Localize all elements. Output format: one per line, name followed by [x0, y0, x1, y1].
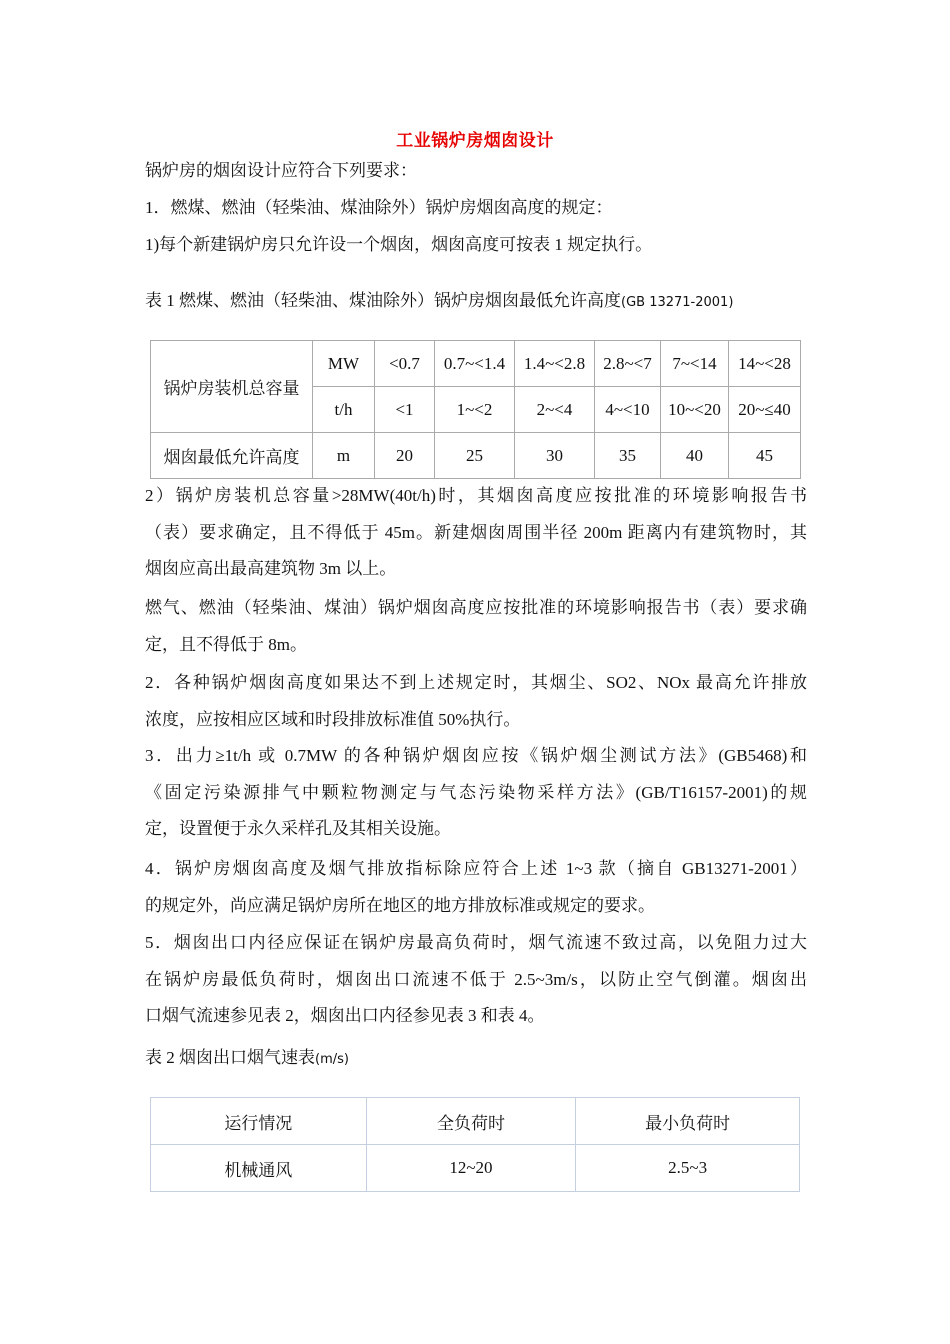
table-cell: 机械通风 — [151, 1145, 367, 1192]
unit-m: m — [313, 433, 375, 479]
paragraph-line: 定，设置便于永久采样孔及其相关设施。 — [145, 819, 451, 838]
table-cell: 14~<28 — [729, 341, 801, 387]
table-row — [151, 1145, 800, 1192]
paragraph-line: 在锅炉房最低负荷时，烟囱出口流速不低于 2.5~3m/s，以防止空气倒灌。烟囱出 — [145, 969, 807, 989]
capacity-row-label: 锅炉房装机总容量 — [151, 341, 313, 433]
table-cell: 0.7~<1.4 — [435, 341, 515, 387]
table-cell: 20~≤40 — [729, 387, 801, 433]
item2-paragraph — [145, 665, 807, 738]
table1-caption-text: 表 1 燃煤、燃油（轻柴油、煤油除外）锅炉房烟囱最低允许高度 — [145, 291, 621, 310]
chimney-height-table — [150, 340, 801, 479]
document-title: 工业锅炉房烟囱设计 — [396, 131, 554, 151]
paragraph-line: 2）锅炉房装机总容量>28MW(40t/h)时，其烟囱高度应按批准的环境影响报告书 — [145, 486, 807, 505]
paragraph-line: 定，且不得低于 8m。 — [145, 634, 307, 654]
table-cell: 4~<10 — [595, 387, 661, 433]
item1-sub1: 1)每个新建锅炉房只允许设一个烟囱，烟囱高度可按表 1 规定执行。 — [145, 235, 653, 254]
table-cell: <0.7 — [375, 341, 435, 387]
table-cell: 1.4~<2.8 — [515, 341, 595, 387]
table-cell: 10~<20 — [661, 387, 729, 433]
table-cell: 1~<2 — [435, 387, 515, 433]
column-header: 最小负荷时 — [576, 1098, 800, 1145]
paragraph-line: 烟囱应高出最高建筑物 3m 以上。 — [145, 559, 397, 578]
table-cell: 12~20 — [366, 1145, 576, 1192]
flue-gas-velocity-table — [150, 1097, 800, 1192]
column-header: 运行情况 — [151, 1098, 367, 1145]
gas-paragraph — [145, 590, 807, 663]
table-cell: 35 — [595, 433, 661, 479]
paragraph-line: 口烟气流速参见表 2，烟囱出口内径参见表 3 和表 4。 — [145, 1006, 545, 1025]
table-cell: 2~<4 — [515, 387, 595, 433]
table2-caption-text: 表 2 烟囱出口烟气速表 — [145, 1048, 315, 1067]
table2-caption — [145, 1046, 349, 1072]
table-cell: 20 — [375, 433, 435, 479]
paragraph-line: 的规定外，尚应满足锅炉房所在地区的地方排放标准或规定的要求。 — [145, 895, 655, 915]
table-row — [151, 433, 801, 479]
item1-sub2-paragraph — [145, 478, 807, 588]
paragraph-line: 2．各种锅炉烟囱高度如果达不到上述规定时，其烟尘、SO2、NOx 最高允许排放 — [145, 673, 807, 692]
paragraph-line: 《固定污染源排气中颗粒物测定与气态污染物采样方法》(GB/T16157-2001)的规 — [145, 782, 807, 802]
intro-text: 锅炉房的烟囱设计应符合下列要求： — [145, 161, 417, 180]
table1-caption-standard: (GB 13271-2001) — [621, 295, 734, 310]
unit-mw: MW — [313, 341, 375, 387]
item1-heading: 1．燃煤、燃油（轻柴油、煤油除外）锅炉房烟囱高度的规定： — [145, 198, 613, 217]
table-cell: 25 — [435, 433, 515, 479]
table-header-row — [151, 1098, 800, 1145]
paragraph-line: 燃气、燃油（轻柴油、煤油）锅炉烟囱高度应按批准的环境影响报告书（表）要求确 — [145, 598, 807, 617]
table-cell: 40 — [661, 433, 729, 479]
unit-th: t/h — [313, 387, 375, 433]
item4-paragraph — [145, 851, 807, 924]
height-row-label: 烟囱最低允许高度 — [151, 433, 313, 479]
table-cell: <1 — [375, 387, 435, 433]
item5-paragraph — [145, 925, 807, 1035]
paragraph-line: 3．出力≥1t/h 或 0.7MW 的各种锅炉烟囱应按《锅炉烟尘测试方法》(GB5468)和 — [145, 746, 807, 765]
table-cell: 2.5~3 — [576, 1145, 800, 1192]
table1-caption — [145, 289, 733, 315]
column-header: 全负荷时 — [366, 1098, 576, 1145]
paragraph-line: 4．锅炉房烟囱高度及烟气排放指标除应符合上述 1~3 款（摘自 GB13271-2001） — [145, 859, 807, 878]
paragraph-line: 浓度，应按相应区域和时段排放标准值 50%执行。 — [145, 709, 521, 729]
paragraph-line: 5．烟囱出口内径应保证在锅炉房最高负荷时，烟气流速不致过高，以免阻力过大 — [145, 933, 807, 952]
table-row — [151, 341, 801, 387]
table-cell: 7~<14 — [661, 341, 729, 387]
paragraph-line: （表）要求确定，且不得低于 45m。新建烟囱周围半径 200m 距离内有建筑物时，其 — [145, 522, 807, 542]
table-cell: 30 — [515, 433, 595, 479]
table-cell: 45 — [729, 433, 801, 479]
table-cell: 2.8~<7 — [595, 341, 661, 387]
table2-caption-unit: (m/s) — [315, 1052, 349, 1067]
item3-paragraph — [145, 738, 807, 848]
